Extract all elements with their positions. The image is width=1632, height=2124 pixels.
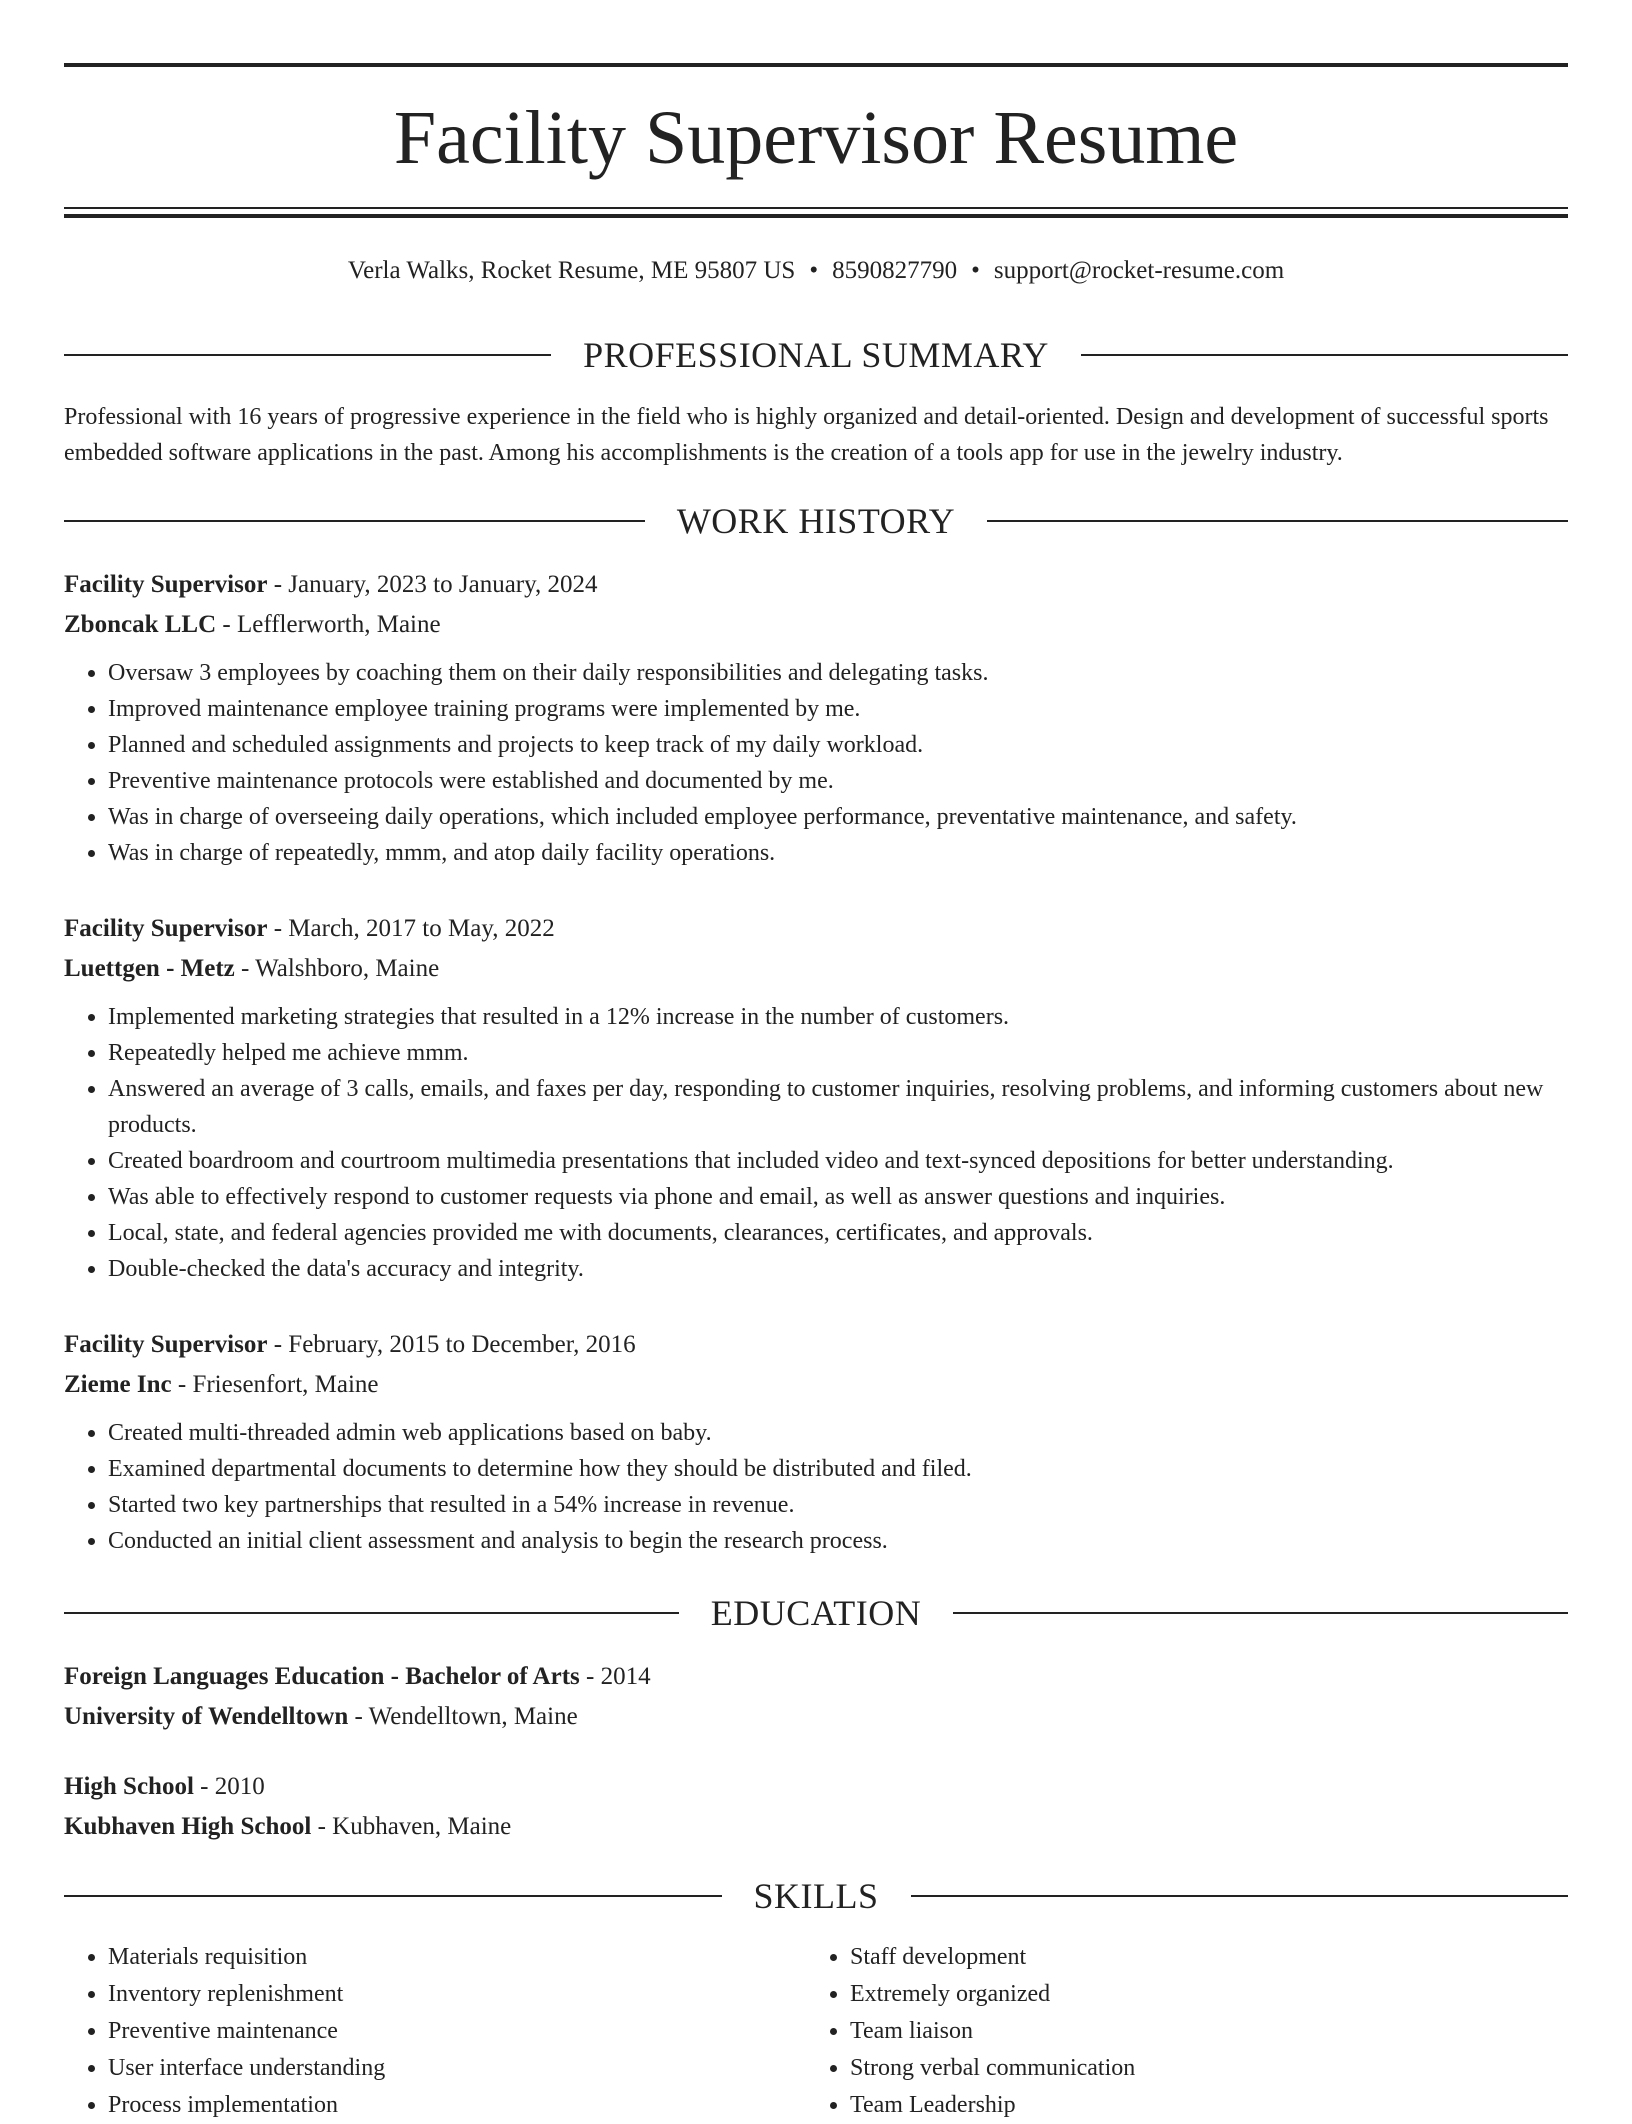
job-title: Facility Supervisor [64,915,268,942]
contact-phone: 8590827790 [832,257,958,284]
summary-heading [64,333,1568,377]
skill-item: • Inventory replenishment [108,1976,764,2013]
job-bullets [64,999,1568,1287]
school-name: Kubhaven High School [64,1813,312,1840]
divider-line [1081,354,1568,356]
job-company-line: Luettgen - Metz - Walshboro, Maine [64,955,440,982]
contact-email[interactable]: support@rocket-resume.com [993,257,1285,284]
job-dates: March, 2017 to May, 2022 [288,915,555,942]
work-history-heading [64,499,1568,543]
job-dates: February, 2015 to December, 2016 [288,1331,636,1358]
education-entry [64,1767,1568,1847]
education-entry [64,1657,1568,1737]
job-bullet: • Repeatedly helped me achieve mmm. [108,1035,1568,1071]
skills-column-left [64,1939,764,2124]
divider-line [64,354,551,356]
job-company: Zieme Inc [64,1371,172,1398]
school-name: University of Wendelltown [64,1703,349,1730]
job-bullet: • Oversaw 3 employees by coaching them on their daily responsibilities and delegating tasks. [108,655,1568,691]
school-line: University of Wendelltown - Wendelltown, Maine [64,1703,578,1730]
header-rule-lower [64,214,1568,218]
skill-item: • Strong verbal communication [850,2050,1506,2087]
job-bullet: • Started two key partnerships that resulted in a 54% increase in revenue. [108,1487,1568,1523]
job-bullet: • Created boardroom and courtroom multimedia presentations that included video and text-synced depositions for better understanding. [108,1143,1568,1179]
job-entry [64,565,1568,871]
skill-item: • Team Leadership [850,2087,1506,2124]
job-title: Facility Supervisor [64,571,268,598]
divider-line [987,520,1568,522]
job-bullet: • Local, state, and federal agencies provided me with documents, clearances, certificates, and approvals. [108,1215,1568,1251]
job-bullet: • Was in charge of overseeing daily operations, which included employee performance, preventative maintenance, and safety. [108,799,1568,835]
skill-item: • Process implementation [108,2087,764,2124]
job-entry [64,909,1568,1287]
job-location: Friesenfort, Maine [192,1371,379,1398]
job-title: Facility Supervisor [64,1331,268,1358]
divider-line [64,1895,722,1897]
skill-item: • Team liaison [850,2013,1506,2050]
header-rule-upper [64,207,1568,209]
job-bullet: • Improved maintenance employee training programs were implemented by me. [108,691,1568,727]
job-location: Lefflerworth, Maine [236,611,441,638]
job-bullet: • Planned and scheduled assignments and projects to keep track of my daily workload. [108,727,1568,763]
school-location: Wendelltown, Maine [368,1703,578,1730]
skill-item: • Preventive maintenance [108,2013,764,2050]
summary-heading-label: PROFESSIONAL SUMMARY [583,335,1049,375]
job-entry [64,1325,1568,1559]
school-location: Kubhaven, Maine [332,1813,512,1840]
job-bullet: • Answered an average of 3 calls, emails, and faxes per day, responding to customer inquiries, resolving problems, and informing customers about new products. [108,1071,1568,1143]
school-line: Kubhaven High School - Kubhaven, Maine [64,1813,512,1840]
work-history-heading-label: WORK HISTORY [676,501,956,541]
summary-text: Professional with 16 years of progressive experience in the field who is highly organized and detail-oriented. Design and development of successful sports embedded software applications in the past. Among his accomplishments is the creation of a tools app for use in the jewelry industry. [64,404,1549,466]
skill-item: • Staff development [850,1939,1506,1976]
divider-line [64,520,645,522]
job-bullet: • Conducted an initial client assessment and analysis to begin the research process. [108,1523,1568,1559]
job-bullet: • Preventive maintenance protocols were established and documented by me. [108,763,1568,799]
skill-item: • Materials requisition [108,1939,764,1976]
contact-line [64,253,1568,289]
education-heading-label: EDUCATION [710,1593,922,1633]
job-bullet: • Created multi-threaded admin web applications based on baby. [108,1415,1568,1451]
contact-address: Verla Walks, Rocket Resume, ME 95807 US [347,257,796,284]
job-company-line: Zieme Inc - Friesenfort, Maine [64,1371,379,1398]
contact-separator: • [809,257,819,284]
job-bullets [64,1415,1568,1559]
header-top-rule [64,63,1568,67]
job-company: Zboncak LLC [64,611,217,638]
divider-line [64,1612,679,1614]
job-dates: January, 2023 to January, 2024 [288,571,598,598]
job-bullet: • Double-checked the data's accuracy and integrity. [108,1251,1568,1287]
degree-name: High School [64,1773,194,1800]
job-title-line: Facility Supervisor - January, 2023 to January, 2024 [64,571,598,598]
degree-year: 2010 [214,1773,265,1800]
job-bullet: • Examined departmental documents to determine how they should be distributed and filed. [108,1451,1568,1487]
degree-line: High School - 2010 [64,1773,265,1800]
skills-heading [64,1874,1568,1918]
degree-name: Foreign Languages Education - Bachelor of Arts [64,1663,580,1690]
job-bullet: • Implemented marketing strategies that resulted in a 12% increase in the number of customers. [108,999,1568,1035]
divider-line [953,1612,1568,1614]
degree-line: Foreign Languages Education - Bachelor of Arts - 2014 [64,1663,651,1690]
skill-item: • User interface understanding [108,2050,764,2087]
education-heading [64,1591,1568,1635]
divider-line [911,1895,1569,1897]
job-company: Luettgen - Metz [64,955,235,982]
job-location: Walshboro, Maine [255,955,440,982]
job-bullet: • Was in charge of repeatedly, mmm, and atop daily facility operations. [108,835,1568,871]
job-title-line: Facility Supervisor - February, 2015 to December, 2016 [64,1331,636,1358]
resume-title: Facility Supervisor Resume [393,96,1239,180]
job-bullet: • Was able to effectively respond to customer requests via phone and email, as well as answer questions and inquiries. [108,1179,1568,1215]
skills-column-right [806,1939,1506,2124]
degree-year: 2014 [600,1663,651,1690]
skills-heading-label: SKILLS [753,1876,879,1916]
skills-list [64,1939,1568,2118]
skill-item: • Extremely organized [850,1976,1506,2013]
job-title-line: Facility Supervisor - March, 2017 to May, 2022 [64,915,555,942]
job-company-line: Zboncak LLC - Lefflerworth, Maine [64,611,441,638]
job-bullets [64,655,1568,871]
contact-separator: • [971,257,980,284]
